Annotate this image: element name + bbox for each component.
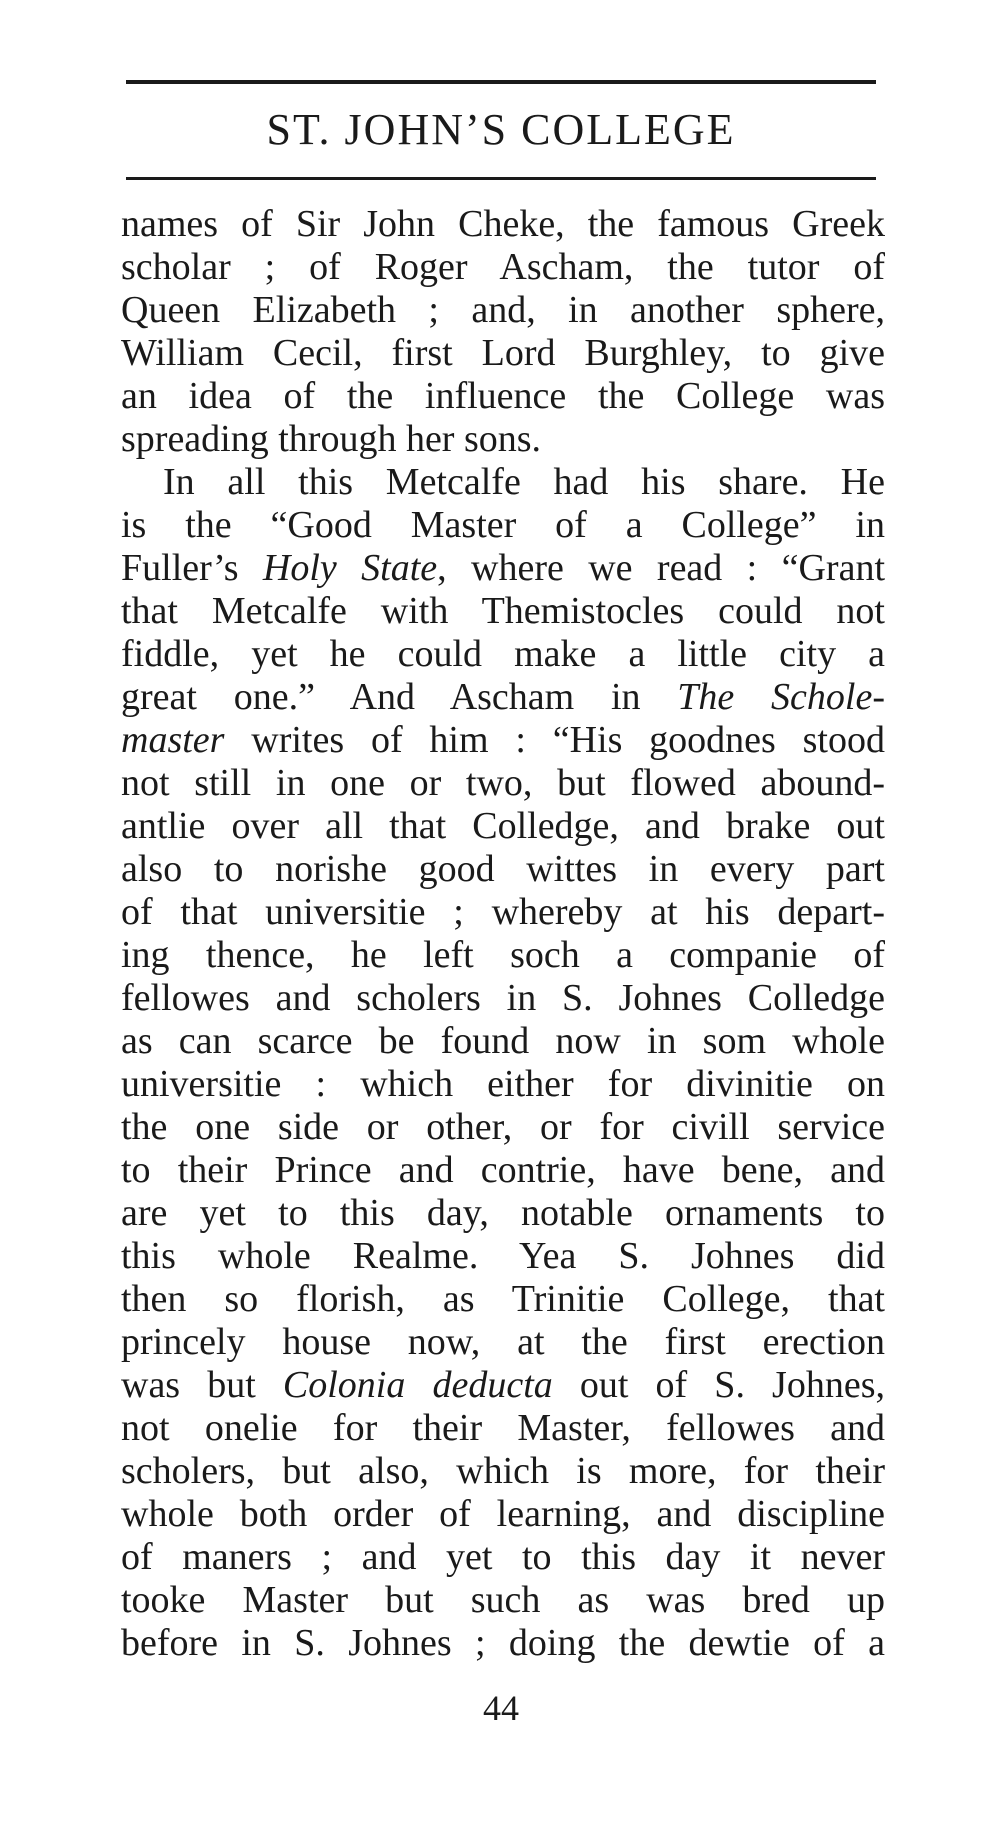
text-line: tooke Master but such as was bred up [121,1579,885,1621]
text-line: universitie : which either for divinitie on [121,1063,885,1105]
text-line: to their Prince and contrie, have bene, and [121,1149,885,1191]
text-line: names of Sir John Cheke, the famous Greek [121,203,885,245]
running-head: ST. JOHN’S COLLEGE [266,105,736,154]
text-line: not onelie for their Master, fellowes and [121,1407,885,1449]
text-line: princely house now, at the first erection [121,1321,885,1363]
body-text [121,203,885,1665]
text-line: that Metcalfe with Themistocles could not [121,590,885,632]
text-line: great one.” And Ascham in The Schole- [121,676,885,718]
header-rule-bottom [126,177,876,180]
text-line: this whole Realme. Yea S. Johnes did [121,1235,885,1277]
text-line: spreading through her sons. [121,418,542,460]
text-line: William Cecil, first Lord Burghley, to give [121,332,885,374]
text-line: before in S. Johnes ; doing the dewtie of a [121,1622,885,1664]
text-line: master writes of him : “His goodnes stood [121,719,885,761]
text-line: of maners ; and yet to this day it never [121,1536,885,1578]
text-line: fiddle, yet he could make a little city a [121,633,885,675]
italic-title-holy-state: Holy State [262,547,438,589]
italic-title-scholemaster: The Schole- [677,676,885,718]
text-line: the one side or other, or for civill service [121,1106,885,1148]
text-line: are yet to this day, notable ornaments to [121,1192,885,1234]
text-line: also to norishe good wittes in every part [121,848,885,890]
text-line: Queen Elizabeth ; and, in another sphere, [121,289,885,331]
text-line: not still in one or two, but flowed abound- [121,762,885,804]
text-line: was but Colonia deducta out of S. Johnes, [121,1364,885,1406]
italic-phrase-colonia-deducta: Colonia deducta [282,1364,553,1406]
text-line: antlie over all that Colledge, and brake out [121,805,885,847]
text-line: Fuller’s Holy State, where we read : “Grant [121,547,885,589]
text-line: fellowes and scholers in S. Johnes Colledge [121,977,885,1019]
text-line: whole both order of learning, and discipline [121,1493,885,1535]
text-line: In all this Metcalfe had his share. He [163,461,885,503]
page-number: 44 [483,1688,519,1728]
header-rule-top [126,80,876,84]
italic-title-scholemaster-cont: master [121,719,225,761]
text-line: ing thence, he left soch a companie of [121,934,885,976]
text-line: of that universitie ; whereby at his depart- [121,891,885,933]
text-line: then so florish, as Trinitie College, that [121,1278,885,1320]
text-line: as can scarce be found now in som whole [121,1020,885,1062]
text-line: an idea of the influence the College was [121,375,885,417]
text-line: scholar ; of Roger Ascham, the tutor of [121,246,885,288]
text-line: is the “Good Master of a College” in [121,504,885,546]
text-line: scholers, but also, which is more, for their [121,1450,885,1492]
